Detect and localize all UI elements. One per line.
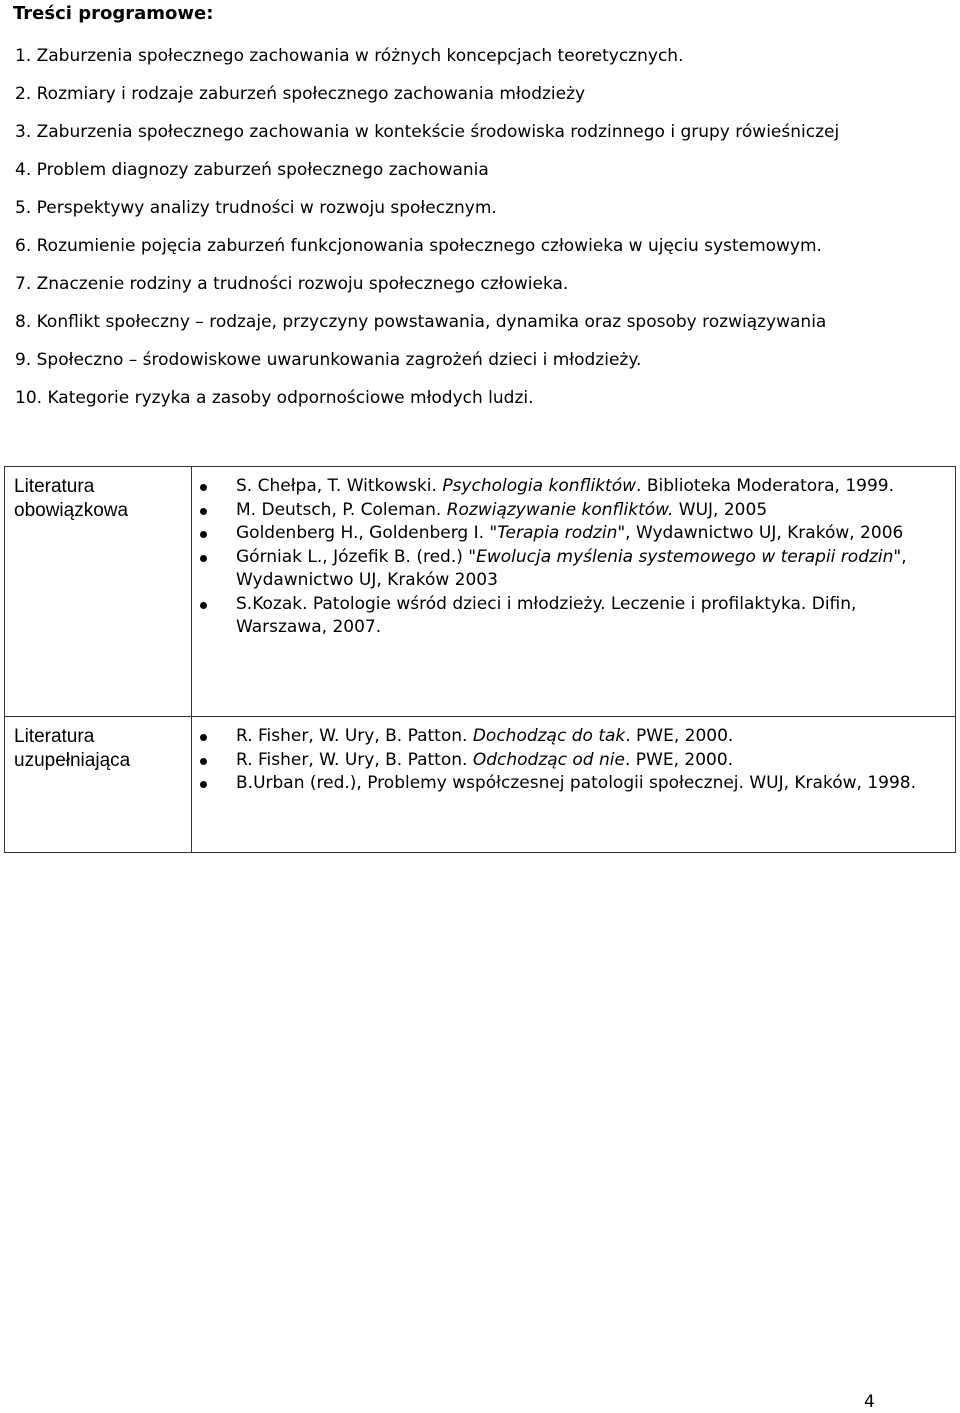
required-literature-row — [5, 467, 956, 717]
ref-text: S. Chełpa, T. Witkowski. — [236, 476, 443, 496]
topic-item: 5. Perspektywy analizy trudności w rozwoju społecznym. — [15, 198, 497, 218]
topic-item: 4. Problem diagnozy zaburzeń społecznego zachowania — [15, 160, 489, 180]
ref-text: M. Deutsch, P. Coleman. — [236, 499, 447, 520]
reference-item — [192, 725, 937, 749]
label-line: obowiązkowa — [14, 500, 129, 521]
topic-item: 3. Zaburzenia społecznego zachowania w kontekście środowiska rodzinnego i grupy rówieśniczej — [15, 122, 840, 142]
page-number: 4 — [864, 1392, 875, 1412]
topic-item: 10. Kategorie ryzyka a zasoby odpornościowe młodych ludzi. — [15, 388, 534, 408]
bullet-icon — [200, 508, 207, 515]
topic-item: 1. Zaburzenia społecznego zachowania w różnych koncepcjach teoretycznych. — [15, 46, 684, 66]
bullet-icon — [200, 781, 207, 788]
ref-title: Dochodząc do tak — [472, 726, 626, 746]
ref-text: . PWE, 2000. — [625, 726, 734, 746]
ref-title: Ewolucja myślenia systemowego w terapii rodzin — [476, 546, 894, 567]
bullet-icon — [200, 734, 207, 741]
supplementary-literature-cell — [192, 717, 956, 853]
topic-item: 7. Znaczenie rodziny a trudności rozwoju społecznego człowieka. — [15, 274, 569, 294]
required-literature-label — [5, 467, 192, 717]
ref-text: S.Kozak. Patologie wśród dzieci i młodzieży. Leczenie i profilaktyka. Difin, Warszawa, 2007. — [236, 593, 857, 637]
required-literature-cell — [192, 467, 956, 717]
topic-item: 8. Konflikt społeczny – rodzaje, przyczyny powstawania, dynamika oraz sposoby rozwiązywania — [15, 312, 827, 332]
topic-item: 9. Społeczno – środowiskowe uwarunkowania zagrożeń dzieci i młodzieży. — [15, 350, 642, 370]
reference-item — [192, 772, 937, 796]
ref-text: ", Wydawnictwo UJ, Kraków, 2006 — [617, 523, 904, 543]
bullet-icon — [200, 531, 207, 538]
ref-text: R. Fisher, W. Ury, B. Patton. — [236, 749, 473, 770]
reference-item — [192, 749, 937, 773]
ref-title: Psychologia konfliktów — [442, 476, 637, 496]
ref-text: WUJ, 2005 — [673, 499, 768, 520]
topic-item: 2. Rozmiary i rodzaje zaburzeń społecznego zachowania młodzieży — [15, 84, 586, 104]
label-line: Literatura — [14, 476, 95, 497]
bullet-icon — [200, 555, 207, 562]
supplementary-literature-label — [5, 717, 192, 853]
ref-text: Goldenberg H., Goldenberg I. " — [236, 523, 498, 543]
reference-item — [192, 593, 937, 640]
bullet-icon — [200, 758, 207, 765]
topic-item: 6. Rozumienie pojęcia zaburzeń funkcjonowania społecznego człowieka w ujęciu systemowym. — [15, 236, 822, 256]
ref-text: . PWE, 2000. — [624, 749, 734, 770]
ref-title: Rozwiązywanie konfliktów. — [446, 499, 674, 520]
reference-item — [192, 546, 937, 593]
reference-item — [192, 522, 937, 546]
section-heading: Treści programowe: — [13, 3, 214, 24]
reference-item — [192, 499, 937, 523]
bullet-icon — [200, 484, 207, 491]
label-line: uzupełniająca — [14, 750, 131, 771]
ref-text: Górniak L., Józefik B. (red.) " — [236, 546, 477, 567]
ref-text: ", Wydawnictwo UJ, Kraków 2003 — [236, 546, 907, 590]
literature-table — [4, 466, 956, 853]
label-line: Literatura — [14, 726, 95, 747]
bullet-icon — [200, 602, 207, 609]
supplementary-literature-list — [192, 725, 937, 796]
ref-text: B.Urban (red.), Problemy współczesnej patologii społecznej. WUJ, Kraków, 1998. — [236, 773, 916, 793]
supplementary-literature-row — [5, 717, 956, 853]
reference-item — [192, 475, 937, 499]
required-literature-list — [192, 475, 937, 640]
topics-list — [15, 38, 839, 418]
ref-text: . Biblioteka Moderatora, 1999. — [636, 476, 895, 496]
ref-title: Terapia rodzin — [497, 523, 618, 543]
ref-text: R. Fisher, W. Ury, B. Patton. — [236, 726, 473, 746]
ref-title: Odchodząc od nie — [472, 749, 625, 770]
